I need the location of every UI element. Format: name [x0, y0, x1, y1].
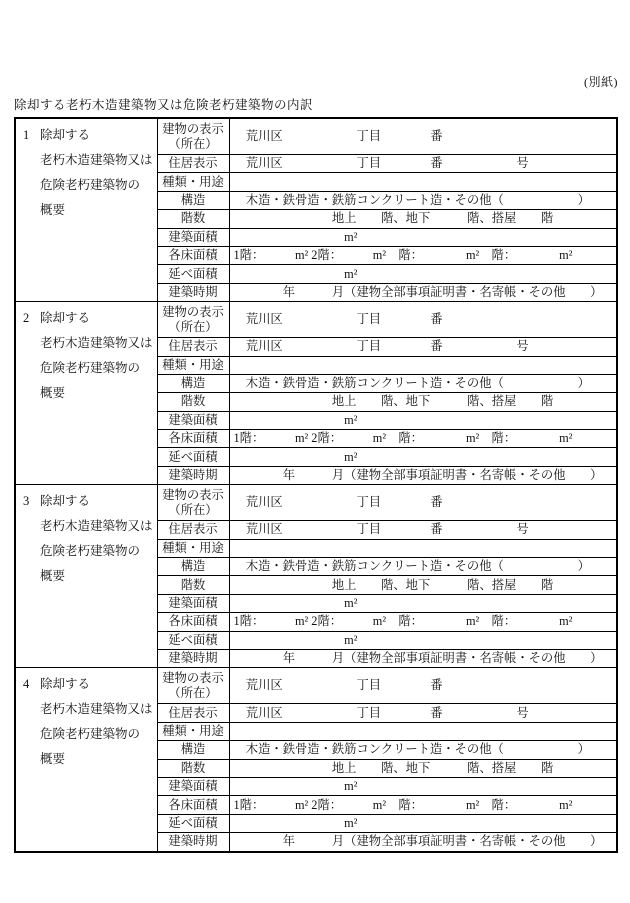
row-label-text: 建築面積	[168, 412, 218, 427]
row-label-text: 建築面積	[168, 779, 218, 794]
row-label-structure	[157, 741, 229, 759]
section-heading	[16, 119, 157, 223]
row-label-construction-period	[157, 649, 229, 667]
section-heading-line: 概要	[40, 203, 66, 217]
field-value: m²	[233, 266, 358, 281]
field-value: 地上 階、地下 階、搭屋 階	[233, 760, 554, 775]
field-value: m²	[233, 632, 358, 647]
field-total-floor-area	[229, 448, 617, 466]
row-label-floors	[157, 393, 229, 411]
table-row	[15, 302, 617, 338]
field-residence-indication	[229, 704, 617, 722]
row-label-text: 建築面積	[168, 596, 218, 610]
row-label-text: 構造	[180, 559, 206, 574]
field-structure	[229, 741, 617, 759]
field-type-use	[229, 173, 617, 191]
building-section	[15, 668, 617, 852]
field-building-location	[229, 118, 617, 155]
section-number: 4	[23, 677, 30, 692]
field-construction-period	[229, 283, 617, 301]
row-label-construction-period	[157, 833, 229, 852]
section-heading-line: 危険老朽建築物の	[40, 361, 141, 376]
row-label-text: 建築時期	[168, 468, 218, 483]
field-floors	[229, 210, 617, 228]
building-section	[15, 118, 617, 302]
row-label-text: 住居表示	[168, 156, 218, 171]
field-value: m²	[233, 229, 358, 244]
row-label-building-location	[157, 485, 229, 521]
attachment-note: (別紙)	[584, 75, 618, 89]
row-label-building-location	[157, 302, 229, 338]
row-label-text: 建物の表示	[162, 122, 224, 136]
row-label-type-use	[157, 539, 229, 557]
field-structure	[229, 558, 617, 576]
field-type-use	[229, 722, 617, 740]
section-heading	[16, 668, 157, 772]
row-label-text: 種類・用途	[162, 540, 224, 555]
row-label-residence-indication	[157, 155, 229, 173]
field-construction-period	[229, 649, 617, 667]
section-heading-line: 危険老朽建築物の	[40, 727, 141, 742]
row-label-text: 各床面積	[168, 614, 218, 629]
row-label-total-floor-area	[157, 814, 229, 832]
field-structure	[229, 374, 617, 392]
section-heading-line: 除却する	[40, 128, 91, 142]
section-heading	[16, 302, 157, 406]
field-value: 荒川区 丁目 番	[233, 312, 443, 327]
row-label-floor-areas	[157, 246, 229, 264]
row-label-floors	[157, 759, 229, 777]
field-floor-areas	[229, 430, 617, 448]
row-label-text: 階数	[180, 760, 206, 775]
row-label-structure	[157, 191, 229, 209]
row-label-text: 各床面積	[168, 431, 218, 446]
field-floors	[229, 576, 617, 594]
row-label-text: 延べ面積	[168, 449, 218, 464]
row-label-building-area	[157, 777, 229, 795]
row-label-text: 建物の表示	[162, 671, 224, 686]
row-label-floors	[157, 210, 229, 228]
row-label-residence-indication	[157, 338, 229, 356]
field-residence-indication	[229, 155, 617, 173]
section-heading-line: 除却する	[40, 311, 91, 326]
field-floor-areas	[229, 796, 617, 814]
field-value: m²	[233, 449, 358, 464]
field-total-floor-area	[229, 265, 617, 283]
row-label-text: 各床面積	[168, 248, 218, 263]
row-label-total-floor-area	[157, 448, 229, 466]
row-label-floor-areas	[157, 796, 229, 814]
field-structure	[229, 191, 617, 209]
field-floors	[229, 393, 617, 411]
field-value: 年 月（建物全部事項証明書・名寄帳・その他 ）	[233, 834, 603, 849]
row-label-structure	[157, 374, 229, 392]
row-label-structure	[157, 558, 229, 576]
section-heading-line: 概要	[40, 386, 66, 401]
row-label-sub: （所在）	[168, 320, 218, 335]
row-label-text: 延べ面積	[168, 632, 218, 647]
field-value: 荒川区 丁目 番 号	[233, 522, 529, 537]
field-building-area	[229, 228, 617, 246]
field-value: 年 月（建物全部事項証明書・名寄帳・その他 ）	[233, 468, 603, 483]
row-label-building-location	[157, 118, 229, 155]
field-construction-period	[229, 466, 617, 484]
row-label-text: 各床面積	[168, 797, 218, 812]
field-value: 地上 階、地下 階、搭屋 階	[233, 394, 554, 409]
row-label-text: 建物の表示	[162, 488, 224, 503]
row-label-building-location	[157, 668, 229, 704]
field-value: m²	[233, 779, 358, 794]
section-heading-lines	[40, 672, 157, 772]
field-value: 荒川区 丁目 番 号	[233, 339, 529, 354]
row-label-floor-areas	[157, 430, 229, 448]
section-heading-line: 除却する	[40, 494, 91, 509]
row-label-residence-indication	[157, 521, 229, 539]
field-building-area	[229, 777, 617, 795]
field-floors	[229, 759, 617, 777]
row-label-text: 種類・用途	[162, 357, 224, 372]
row-label-text: 住居表示	[168, 522, 218, 537]
row-label-type-use	[157, 356, 229, 374]
demolition-buildings-table	[14, 117, 618, 853]
field-value: 木造・鉄骨造・鉄筋コンクリート造・その他（ ）	[233, 192, 590, 207]
row-label-text: 階数	[180, 211, 206, 226]
section-heading-cell	[15, 668, 157, 852]
row-label-text: 種類・用途	[162, 174, 224, 189]
building-section	[15, 485, 617, 668]
field-value: 荒川区 丁目 番	[233, 495, 443, 510]
field-value: m²	[233, 596, 358, 610]
section-heading-line: 老朽木造建築物又は	[40, 336, 153, 351]
row-label-text: 住居表示	[168, 339, 218, 354]
section-number: 1	[23, 128, 30, 142]
row-label-text: 住居表示	[168, 705, 218, 720]
field-value: 木造・鉄骨造・鉄筋コンクリート造・その他（ ）	[233, 559, 590, 574]
field-total-floor-area	[229, 814, 617, 832]
field-value: 荒川区 丁目 番 号	[233, 705, 529, 720]
row-label-floors	[157, 576, 229, 594]
field-value: 荒川区 丁目 番	[233, 129, 443, 143]
row-label-sub: （所在）	[168, 137, 218, 151]
row-label-text: 建築時期	[168, 834, 218, 849]
row-label-sub: （所在）	[168, 503, 218, 518]
row-label-building-area	[157, 594, 229, 612]
section-heading-line: 概要	[40, 752, 66, 767]
section-heading-line: 老朽木造建築物又は	[40, 153, 153, 167]
row-label-text: 建築時期	[168, 651, 218, 666]
field-floor-areas	[229, 613, 617, 631]
field-floor-areas	[229, 246, 617, 264]
field-building-location	[229, 302, 617, 338]
field-value: 荒川区 丁目 番	[233, 678, 443, 693]
section-heading-line: 老朽木造建築物又は	[40, 519, 153, 534]
table-row	[15, 485, 617, 521]
row-label-type-use	[157, 173, 229, 191]
building-section	[15, 302, 617, 485]
section-heading-lines	[40, 123, 157, 223]
row-label-text: 建築時期	[168, 284, 218, 299]
section-heading-line: 除却する	[40, 677, 91, 692]
section-heading-lines	[40, 489, 157, 589]
field-building-area	[229, 411, 617, 429]
section-heading	[16, 485, 157, 589]
field-value: 木造・鉄骨造・鉄筋コンクリート造・その他（ ）	[233, 742, 590, 757]
row-label-type-use	[157, 722, 229, 740]
row-label-building-area	[157, 411, 229, 429]
row-label-text: 構造	[180, 192, 206, 207]
field-value: 年 月（建物全部事項証明書・名寄帳・その他 ）	[233, 284, 603, 299]
row-label-residence-indication	[157, 704, 229, 722]
field-value: 地上 階、地下 階、搭屋 階	[233, 577, 554, 592]
row-label-text: 建築面積	[168, 229, 218, 244]
row-label-text: 構造	[180, 376, 206, 391]
field-total-floor-area	[229, 631, 617, 649]
section-heading-cell	[15, 302, 157, 485]
field-construction-period	[229, 833, 617, 852]
field-residence-indication	[229, 338, 617, 356]
field-value: 地上 階、地下 階、搭屋 階	[233, 211, 554, 226]
field-value: m²	[233, 815, 358, 830]
document-title: 除却する老朽木造建築物又は危険老朽建築物の内訳	[14, 98, 314, 112]
section-heading-line: 危険老朽建築物の	[40, 544, 141, 559]
section-heading-cell	[15, 118, 157, 302]
row-label-text: 延べ面積	[168, 266, 218, 281]
section-heading-cell	[15, 485, 157, 668]
field-value: m²	[233, 412, 358, 427]
section-number: 2	[23, 311, 30, 326]
field-value: 1階： m² 2階： m² 階： m² 階： m²	[233, 797, 573, 812]
field-value: 1階： m² 2階： m² 階： m² 階： m²	[233, 248, 573, 263]
field-building-location	[229, 668, 617, 704]
row-label-text: 階数	[180, 577, 206, 592]
field-type-use	[229, 356, 617, 374]
row-label-text: 階数	[180, 394, 206, 409]
section-heading-line: 危険老朽建築物の	[40, 178, 141, 192]
row-label-text: 建物の表示	[162, 305, 224, 320]
section-number: 3	[23, 494, 30, 509]
field-type-use	[229, 539, 617, 557]
field-value: 荒川区 丁目 番 号	[233, 156, 529, 171]
row-label-sub: （所在）	[168, 686, 218, 701]
table-row	[15, 668, 617, 704]
section-heading-lines	[40, 306, 157, 406]
field-value: 1階： m² 2階： m² 階： m² 階： m²	[233, 431, 573, 446]
field-value: 年 月（建物全部事項証明書・名寄帳・その他 ）	[233, 651, 603, 666]
row-label-building-area	[157, 228, 229, 246]
row-label-total-floor-area	[157, 631, 229, 649]
field-value: 木造・鉄骨造・鉄筋コンクリート造・その他（ ）	[233, 376, 590, 391]
row-label-text: 構造	[180, 742, 206, 757]
row-label-text: 延べ面積	[168, 815, 218, 830]
field-value: 1階： m² 2階： m² 階： m² 階： m²	[233, 614, 573, 629]
row-label-construction-period	[157, 466, 229, 484]
row-label-text: 種類・用途	[162, 723, 224, 738]
table-row	[15, 118, 617, 155]
field-residence-indication	[229, 521, 617, 539]
field-building-area	[229, 594, 617, 612]
row-label-construction-period	[157, 283, 229, 301]
section-heading-line: 概要	[40, 569, 66, 584]
section-heading-line: 老朽木造建築物又は	[40, 702, 153, 717]
field-building-location	[229, 485, 617, 521]
row-label-floor-areas	[157, 613, 229, 631]
row-label-total-floor-area	[157, 265, 229, 283]
